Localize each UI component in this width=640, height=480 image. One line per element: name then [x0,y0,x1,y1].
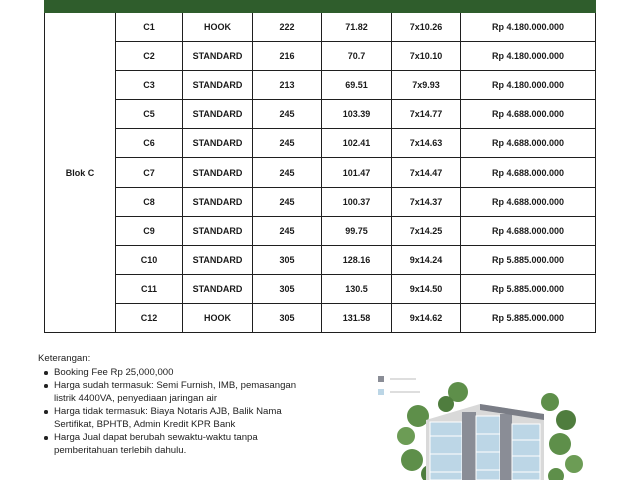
price-cell: Rp 4.688.000.000 [461,158,596,187]
dimension-cell: 7x14.25 [392,216,461,245]
type-cell: STANDARD [183,100,253,129]
land-area-cell: 305 [253,245,322,274]
plot [476,434,500,452]
header-cell [45,0,116,13]
table-row [45,216,596,245]
table-header-row [45,0,596,13]
plot [430,472,462,480]
building-area-cell: 131.58 [322,303,392,332]
land-area-cell: 216 [253,42,322,71]
price-cell: Rp 4.180.000.000 [461,42,596,71]
price-cell: Rp 4.688.000.000 [461,187,596,216]
dimension-cell: 7x9.93 [392,71,461,100]
table-row [45,274,596,303]
building-area-cell: 69.51 [322,71,392,100]
type-cell: STANDARD [183,216,253,245]
building-area-cell: 103.39 [322,100,392,129]
tree [541,393,559,411]
plot [512,456,540,472]
land-area-cell: 245 [253,129,322,158]
header-cell [322,0,392,13]
tree [556,410,576,430]
dimension-cell: 7x14.63 [392,129,461,158]
land-area-cell: 245 [253,100,322,129]
tree [407,405,429,427]
dimension-cell: 7x14.47 [392,158,461,187]
table-row [45,303,596,332]
price-cell: Rp 4.180.000.000 [461,71,596,100]
price-cell: Rp 5.885.000.000 [461,245,596,274]
dimension-cell: 7x14.37 [392,187,461,216]
building-area-cell: 71.82 [322,13,392,42]
plots-right [512,424,540,480]
type-cell: HOOK [183,13,253,42]
road [462,412,476,480]
building-area-cell: 102.41 [322,129,392,158]
building-area-cell: 70.7 [322,42,392,71]
header-cell [253,0,322,13]
table-row [45,13,596,42]
plot [430,422,462,436]
plot [430,454,462,472]
unit-cell: C1 [116,13,183,42]
dimension-cell: 9x14.50 [392,274,461,303]
plot [430,436,462,454]
plot [476,470,500,480]
land-area-cell: 213 [253,71,322,100]
table-row [45,100,596,129]
building-area-cell: 99.75 [322,216,392,245]
table-row [45,71,596,100]
type-cell: STANDARD [183,187,253,216]
legend-swatch-plot [378,389,384,395]
plot [476,452,500,470]
tree [548,468,564,480]
unit-cell: C12 [116,303,183,332]
land-area-cell: 305 [253,274,322,303]
type-cell: STANDARD [183,71,253,100]
road [500,414,512,480]
header-cell [116,0,183,13]
unit-cell: C8 [116,187,183,216]
dimension-cell: 9x14.24 [392,245,461,274]
note-item: Harga sudah termasuk: Semi Furnish, IMB, pemasangan listrik 4400VA, penyediaan jaringan air [44,379,300,405]
price-cell: Rp 4.688.000.000 [461,129,596,158]
plot [512,440,540,456]
building-area-cell: 100.37 [322,187,392,216]
plots-left [430,422,462,480]
dimension-cell: 7x10.26 [392,13,461,42]
type-cell: STANDARD [183,129,253,158]
type-cell: STANDARD [183,158,253,187]
price-cell: Rp 4.688.000.000 [461,216,596,245]
type-cell: STANDARD [183,42,253,71]
building-area-cell: 128.16 [322,245,392,274]
plot [512,472,540,480]
notes-list [38,366,300,457]
table-row [45,187,596,216]
unit-cell: C5 [116,100,183,129]
header-cell [183,0,253,13]
land-area-cell: 222 [253,13,322,42]
legend-swatch-road [378,376,384,382]
tree [438,396,454,412]
unit-cell: C7 [116,158,183,187]
building-area-cell: 130.5 [322,274,392,303]
unit-cell: C9 [116,216,183,245]
tree [549,433,571,455]
land-area-cell: 245 [253,216,322,245]
price-cell: Rp 5.885.000.000 [461,274,596,303]
dimension-cell: 7x10.10 [392,42,461,71]
price-cell: Rp 4.180.000.000 [461,13,596,42]
unit-cell: C2 [116,42,183,71]
note-item: Booking Fee Rp 25,000,000 [44,366,300,379]
note-item: Harga tidak termasuk: Biaya Notaris AJB, Balik Nama Sertifikat, BPHTB, Admin Kredit KPR Bank [44,405,300,431]
unit-cell: C10 [116,245,183,274]
price-table [44,0,596,333]
table-body [45,0,596,333]
table-row [45,129,596,158]
notes-title: Keterangan: [38,353,91,364]
notes-section [38,352,300,457]
site-plan-image [360,364,590,480]
price-cell: Rp 4.688.000.000 [461,100,596,129]
unit-cell: C3 [116,71,183,100]
price-cell: Rp 5.885.000.000 [461,303,596,332]
land-area-cell: 245 [253,187,322,216]
dimension-cell: 9x14.62 [392,303,461,332]
plot [476,416,500,434]
unit-cell: C11 [116,274,183,303]
table-row [45,42,596,71]
type-cell: STANDARD [183,274,253,303]
blok-label-cell: Blok C [45,13,116,333]
type-cell: STANDARD [183,245,253,274]
tree [401,449,423,471]
header-cell [461,0,596,13]
land-area-cell: 245 [253,158,322,187]
tree [565,455,583,473]
unit-cell: C6 [116,129,183,158]
plots-middle [476,416,500,480]
table-row [45,245,596,274]
land-area-cell: 305 [253,303,322,332]
note-item: Harga Jual dapat berubah sewaktu-waktu tanpa pemberitahuan terlebih dahulu. [44,431,300,457]
type-cell: HOOK [183,303,253,332]
table-row [45,158,596,187]
dimension-cell: 7x14.77 [392,100,461,129]
plot [512,424,540,440]
tree [397,427,415,445]
building-area-cell: 101.47 [322,158,392,187]
header-cell [392,0,461,13]
